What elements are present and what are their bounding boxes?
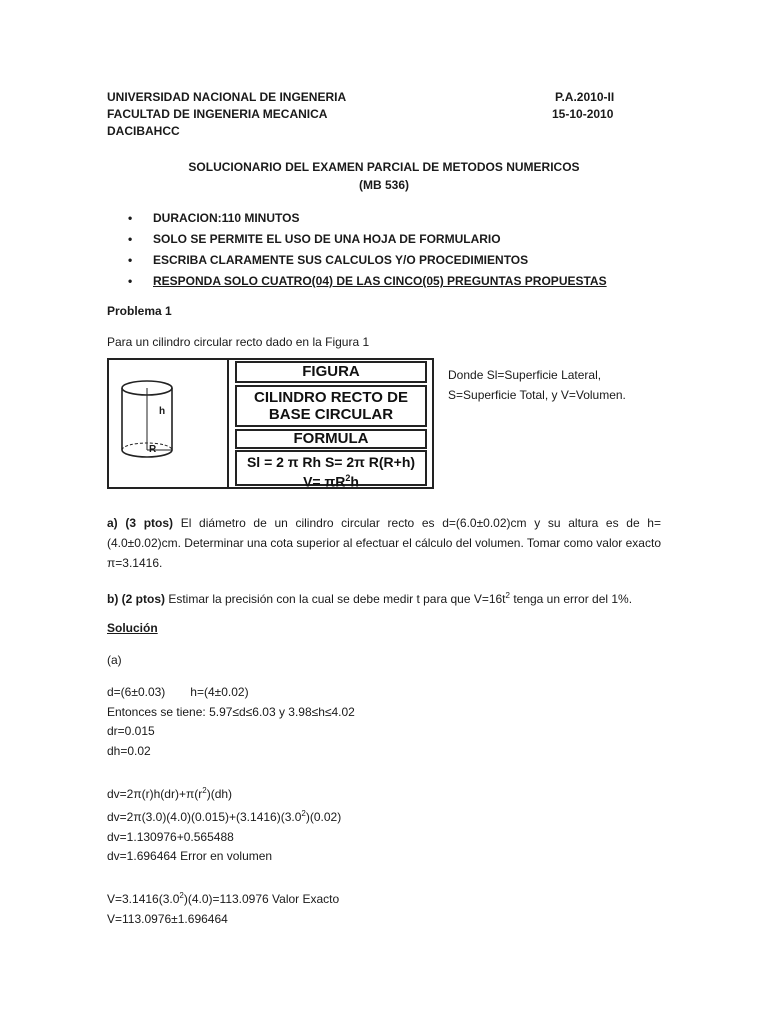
list-item: • DURACION:110 MINUTOS bbox=[128, 211, 300, 225]
solution-heading: Solución bbox=[107, 621, 158, 635]
cylinder-figure bbox=[107, 358, 434, 489]
list-item: • ESCRIBA CLARAMENTE SUS CALCULOS Y/O PROCEDIMIENTOS bbox=[128, 253, 529, 267]
figure-header-cell: FIGURA bbox=[235, 361, 427, 383]
solution-steps bbox=[107, 683, 355, 929]
bullet-icon: • bbox=[128, 253, 133, 267]
list-item: • RESPONDA SOLO CUATRO(04) DE LAS CINCO(05) PREGUNTAS PROPUESTAS bbox=[128, 274, 607, 288]
formula-header-cell: FORMULA bbox=[235, 429, 427, 449]
height-label: h bbox=[159, 406, 166, 417]
faculty-name: FACULTAD DE INGENERIA MECANICA bbox=[107, 107, 328, 121]
course-code: (MB 536) bbox=[358, 178, 409, 192]
university-name: UNIVERSIDAD NACIONAL DE INGENERIA bbox=[107, 90, 347, 104]
document-title: SOLUCIONARIO DEL EXAMEN PARCIAL DE METODOS NUMERICOS bbox=[188, 160, 580, 174]
volume-result: V=113.0976±1.696464 bbox=[107, 911, 228, 926]
academic-period: P.A.2010-II bbox=[555, 90, 615, 104]
dv-substitution: $dv=2\pi(3.0)(4.0)(0.015)+(3.1416)(3.0^2)(0.02)$ bbox=[107, 809, 342, 824]
figure-name-cell: CILINDRO RECTO DE BASE CIRCULAR bbox=[235, 385, 427, 427]
bullet-icon: • bbox=[128, 211, 133, 225]
exam-date: 15-10-2010 bbox=[552, 107, 614, 121]
question-a: a) (3 ptos) El diámetro de un cilindro circular recto es d=(6.0±0.02)cm y su altura es de h=(4.0±0.02)cm. Determinar una cota superior al efectuar el cálculo del volumen. Tomar como valor exacto π=3.1416. bbox=[107, 516, 661, 570]
figure-legend-line1: Donde Sl=Superficie Lateral, bbox=[448, 368, 602, 382]
bullet-icon: • bbox=[128, 232, 133, 246]
cylinder-drawing bbox=[107, 358, 227, 489]
dh-line: dh=0.02 bbox=[107, 743, 151, 758]
range-line: Entonces se tiene: 5.97≤d≤6.03 y 3.98≤h≤4.02 bbox=[107, 704, 355, 719]
dv-formula: $dv=2\pi(r)h(dr)+\pi(r^2)(dh)$ bbox=[107, 785, 233, 801]
given-values: d=(6±0.03) h=(4±0.02) bbox=[107, 685, 249, 699]
problem-heading: Problema 1 bbox=[107, 304, 172, 318]
formula-cell: Sl = 2 π Rh S= 2π R(R+h) $V= \pi R^2h$ bbox=[235, 450, 427, 486]
dr-line: dr=0.015 bbox=[107, 724, 155, 738]
question-b: b) (2 ptos) Estimar la precisión con la cual se debe medir t para que $V=16t^2$ tenga un error del 1%. bbox=[107, 591, 633, 606]
problem-intro: Para un cilindro circular recto dado en la Figura 1 bbox=[107, 335, 370, 349]
volume-exact: $V=3.1416(3.0^2)(4.0)=113.0976$ Valor Exacto bbox=[107, 891, 340, 906]
solution-part-label: (a) bbox=[107, 653, 122, 667]
formula-table bbox=[227, 358, 434, 489]
dv-result: dv=1.696464 Error en volumen bbox=[107, 849, 273, 863]
bullet-icon: • bbox=[128, 274, 133, 288]
radius-label: R bbox=[149, 444, 157, 455]
cylinder-icon bbox=[109, 360, 227, 487]
dv-sum: dv=1.130976+0.565488 bbox=[107, 829, 234, 844]
department-name: DACIBAHCC bbox=[107, 124, 180, 138]
list-item: • SOLO SE PERMITE EL USO DE UNA HOJA DE FORMULARIO bbox=[128, 232, 501, 246]
figure-legend-line2: S=Superficie Total, y V=Volumen. bbox=[448, 388, 626, 402]
instructions-list bbox=[128, 210, 607, 294]
